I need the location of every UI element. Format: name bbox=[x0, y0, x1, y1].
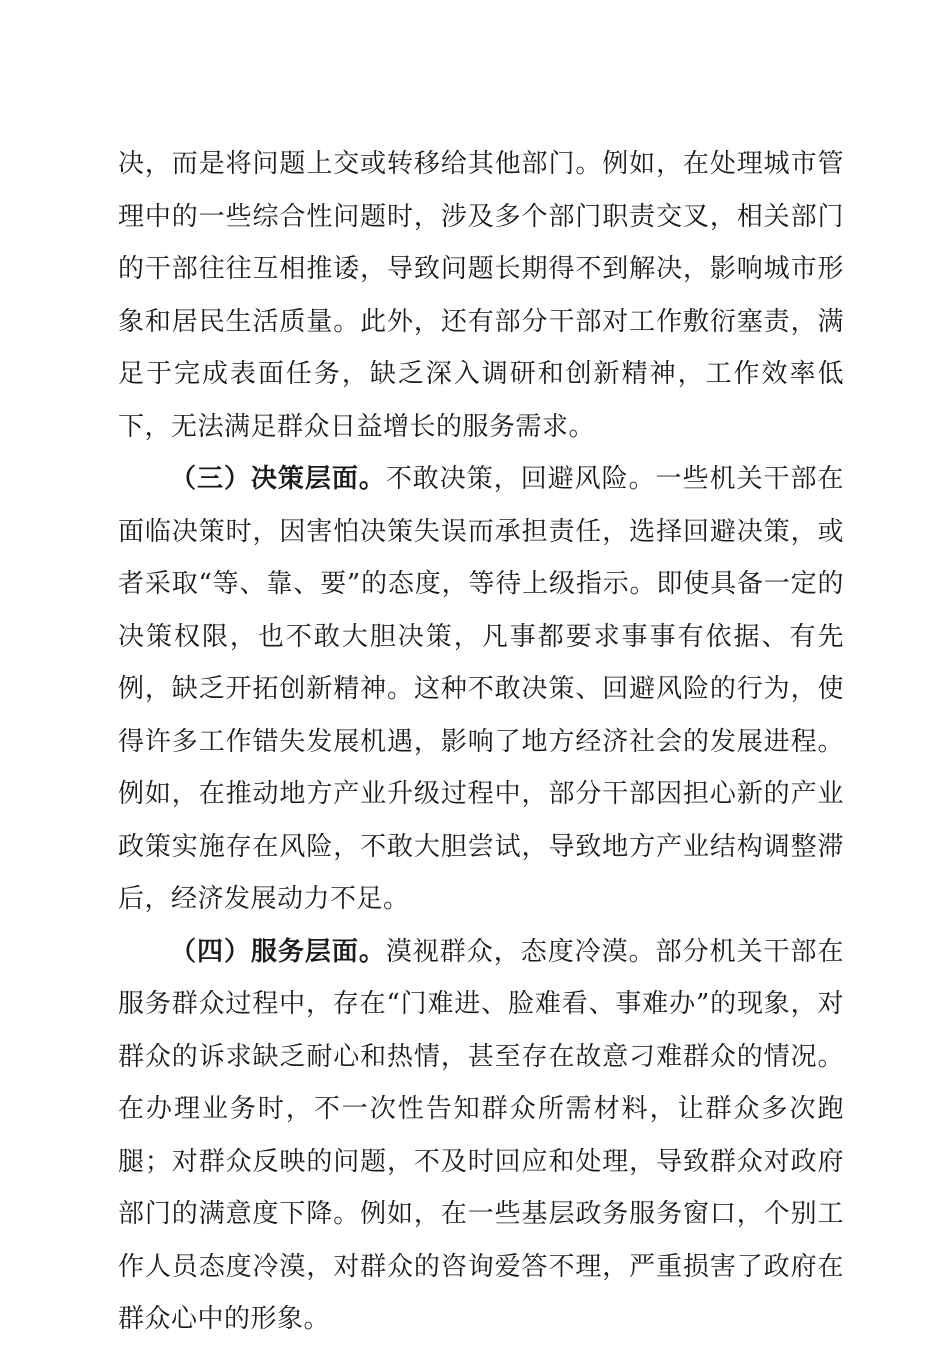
paragraph-text: 漠视群众，态度冷漠。部分机关干部在服务群众过程中，存在“门难进、脸难看、事难办”的现象，对群众的诉求缺乏耐心和热情，甚至存在故意刁难群众的情况。在办理业务时，不一次性告知群众所需材料，让群众多次跑腿；对群众反映的问题，不及时回应和处理，导致群众对政府部门的满意度下降。例如，在一些基层政务服务窗口，个别工作人员态度冷漠，对群众的咨询爱答不理，严重损害了政府在群众心中的形象。 bbox=[118, 936, 844, 1334]
paragraph-continuation bbox=[118, 138, 844, 453]
paragraph-decision-level bbox=[118, 453, 844, 926]
section-heading-decision: （三）决策层面。 bbox=[170, 464, 386, 494]
paragraph-service-level bbox=[118, 926, 844, 1346]
paragraph-text: 决，而是将问题上交或转移给其他部门。例如，在处理城市管理中的一些综合性问题时，涉及多个部门职责交叉，相关部门的干部往往互相推诿，导致问题长期得不到解决，影响城市形象和居民生活质量。此外，还有部分干部对工作敷衍塞责，满足于完成表面任务，缺乏深入调研和创新精神，工作效率低下，无法满足群众日益增长的服务需求。 bbox=[118, 149, 844, 442]
document-body bbox=[118, 138, 844, 1346]
paragraph-text: 不敢决策，回避风险。一些机关干部在面临决策时，因害怕决策失误而承担责任，选择回避决策，或者采取“等、靠、要”的态度，等待上级指示。即使具备一定的决策权限，也不敢大胆决策，凡事都要求事事有依据、有先例，缺乏开拓创新精神。这种不敢决策、回避风险的行为，使得许多工作错失发展机遇，影响了地方经济社会的发展进程。例如，在推动地方产业升级过程中，部分干部因担心新的产业政策实施存在风险，不敢大胆尝试，导致地方产业结构调整滞后，经济发展动力不足。 bbox=[118, 464, 844, 914]
section-heading-service: （四）服务层面。 bbox=[170, 936, 386, 967]
